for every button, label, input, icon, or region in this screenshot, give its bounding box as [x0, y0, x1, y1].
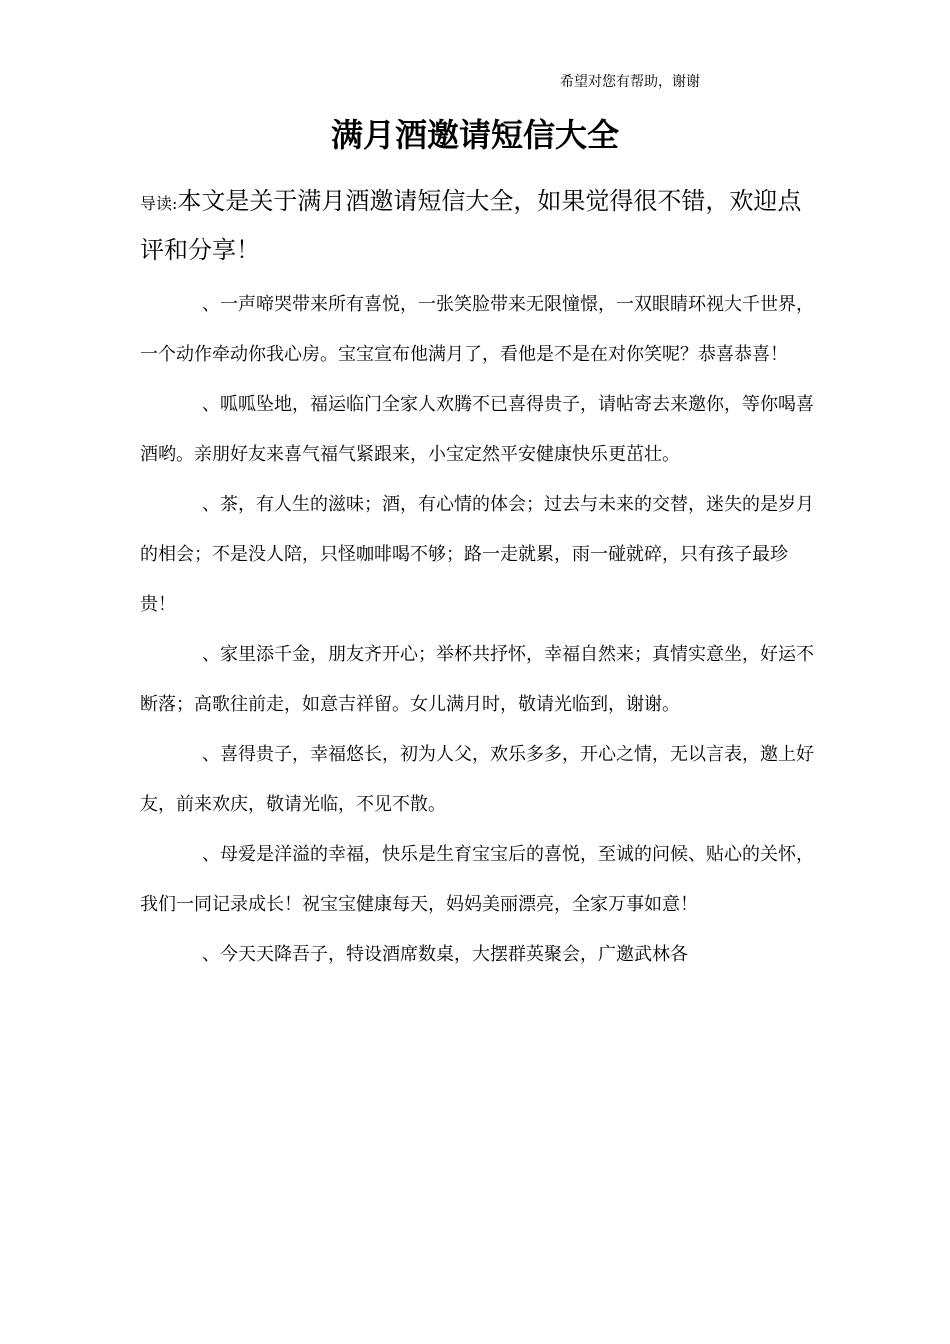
document-title: 满月酒邀请短信大全	[330, 116, 619, 154]
header-note: 希望对您有帮助，谢谢	[560, 74, 700, 90]
message-paragraph-1: 、一声啼哭带来所有喜悦，一张笑脸带来无限憧憬，一双眼睛环视大千世界，一个动作牵动你我心房。宝宝宣布他满月了，看他是不是在对你笑呢？恭喜恭喜！	[140, 294, 814, 365]
intro-paragraph	[140, 178, 820, 274]
message-paragraph-2: 、呱呱坠地，福运临门全家人欢腾不已喜得贵子，请帖寄去来邀你，等你喝喜酒哟。亲朋好友来喜气福气紧跟来，小宝定然平安健康快乐更茁壮。	[140, 394, 814, 465]
message-paragraph-6: 、母爱是洋溢的幸福，快乐是生育宝宝后的喜悦，至诚的问候、贴心的关怀，我们一同记录成长！祝宝宝健康每天，妈妈美丽漂亮，全家万事如意！	[140, 844, 814, 915]
message-paragraph-5: 、喜得贵子，幸福悠长，初为人父，欢乐多多，开心之情，无以言表，邀上好友，前来欢庆，敬请光临，不见不散。	[140, 744, 814, 815]
body-text	[140, 280, 822, 980]
intro-text: 本文是关于满月酒邀请短信大全，如果觉得很不错，欢迎点评和分享！	[140, 187, 802, 264]
message-paragraph-4: 、家里添千金，朋友齐开心；举杯共抒怀，幸福自然来；真情实意坐，好运不断落；高歌往前走，如意吉祥留。女儿满月时，敬请光临到，谢谢。	[140, 644, 814, 715]
message-paragraph-3: 、茶，有人生的滋味；酒，有心情的体会；过去与未来的交替，迷失的是岁月的相会；不是没人陪，只怪咖啡喝不够；路一走就累，雨一碰就碎，只有孩子最珍贵！	[140, 494, 814, 615]
intro-label: 导读:	[140, 194, 178, 213]
message-paragraph-7: 、今天天降吾子，特设酒席数桌，大摆群英聚会，广邀武林各	[202, 944, 688, 965]
